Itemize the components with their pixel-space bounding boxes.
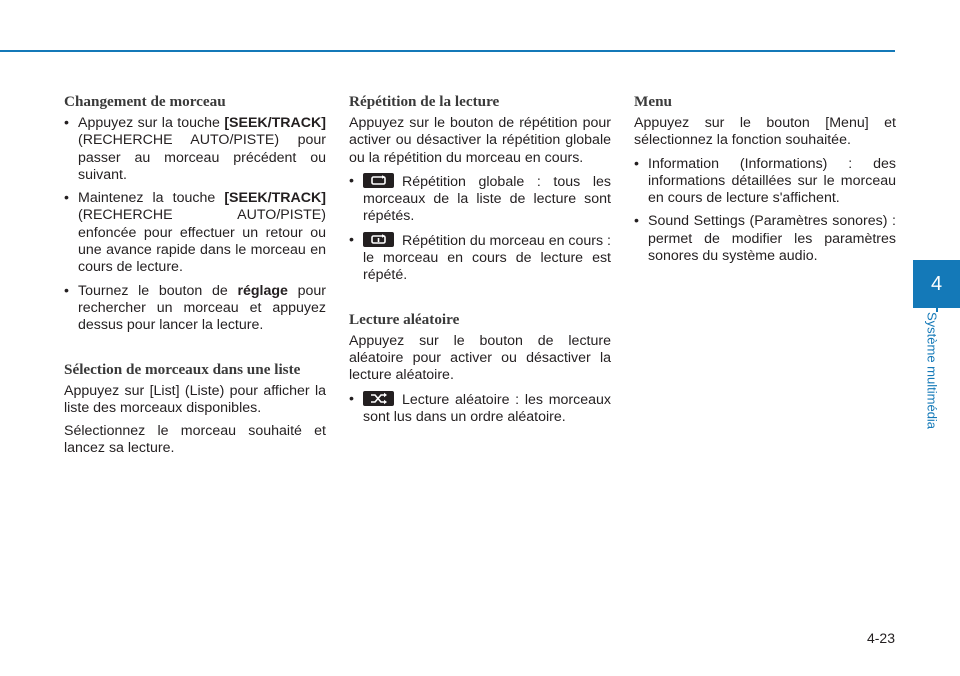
list-item: • Lecture aléatoire : les morceaux sont lus dans un ordre aléatoire. (349, 391, 611, 427)
list-item: • Appuyez sur la touche [SEEK/TRACK] (RECHERCHE AUTO/PISTE) pour passer au morceau précédent ou suivant. (64, 115, 326, 184)
column-left (64, 93, 326, 464)
chapter-title-vertical (922, 312, 942, 440)
section-heading-list-select: Sélection de morceaux dans une liste (64, 360, 301, 378)
repeat-one-icon (363, 232, 394, 247)
track-change-list (64, 115, 326, 335)
list-item: • Tournez le bouton de réglage pour rechercher un morceau et appuyez dessus pour lancer la lecture. (64, 283, 326, 335)
shuffle-list (349, 391, 611, 427)
chapter-tab (913, 260, 960, 308)
section-heading-track-change: Changement de morceau (64, 93, 226, 110)
paragraph: Appuyez sur [List] (Liste) pour afficher la liste des morceaux disponibles. (64, 382, 326, 416)
list-item: • Sound Settings (Paramètres sonores) : permet de modifier les paramètres sonores du système audio. (634, 213, 896, 265)
chapter-number: 4 (930, 273, 943, 295)
paragraph: Appuyez sur le bouton de répétition pour activer ou désactiver la répétition globale ou la répétition du morceau en cours. (349, 115, 611, 166)
section-heading-menu: Menu (634, 93, 672, 110)
repeat-list (349, 173, 611, 285)
header-rule (0, 50, 895, 52)
list-item: • Répétition globale : tous les morceaux de la liste de lecture sont répétés. (349, 173, 611, 226)
column-middle (349, 93, 611, 432)
page-number: 4-23 (866, 630, 895, 646)
chapter-title: Système multimédia (924, 312, 940, 430)
repeat-all-icon (363, 173, 394, 188)
column-right (634, 93, 896, 271)
menu-list (634, 156, 896, 266)
paragraph: Appuyez sur le bouton [Menu] et sélectionnez la fonction souhaitée. (634, 115, 896, 149)
list-item: • Répétition du morceau en cours : le morceau en cours de lecture est répété. (349, 232, 611, 285)
list-item: • Information (Informations) : des informations détaillées sur le morceau en cours de lecture s'affichent. (634, 156, 896, 208)
section-heading-shuffle: Lecture aléatoire (349, 310, 460, 328)
paragraph: Appuyez sur le bouton de lecture aléatoire pour activer ou désactiver la lecture aléatoire. (349, 332, 611, 384)
paragraph: Sélectionnez le morceau souhaité et lancez sa lecture. (64, 423, 326, 457)
shuffle-icon (363, 391, 394, 406)
list-item: • Maintenez la touche [SEEK/TRACK] (RECHERCHE AUTO/PISTE) enfoncée pour effectuer un retour ou une avance rapide dans le morceau en cours de lecture. (64, 190, 326, 276)
section-heading-repeat: Répétition de la lecture (349, 93, 500, 110)
